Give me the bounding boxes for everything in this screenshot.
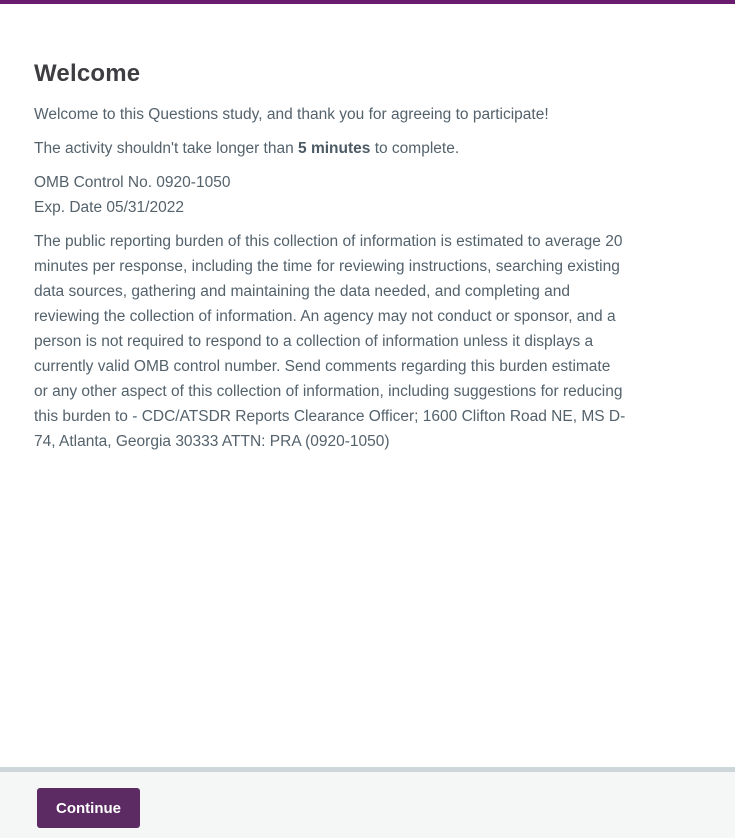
footer-bar xyxy=(0,772,735,838)
page-title: Welcome xyxy=(34,60,141,87)
duration-bold-text: 5 minutes xyxy=(298,140,371,157)
duration-text-suffix: to complete. xyxy=(370,140,460,157)
omb-exp-line: Exp. Date 05/31/2022 xyxy=(34,199,184,216)
duration-text-prefix: The activity shouldn't take longer than xyxy=(34,140,299,157)
intro-paragraph: Welcome to this Questions study, and thank you for agreeing to participate! xyxy=(34,106,549,123)
survey-footer xyxy=(0,767,735,838)
duration-paragraph xyxy=(34,136,626,161)
continue-button[interactable]: Continue xyxy=(37,788,140,828)
survey-content xyxy=(34,4,626,463)
burden-paragraph: The public reporting burden of this collection of information is estimated to average 20 minutes per response, including the time for reviewing instructions, searching existing data sources, gathering and maintaining the data needed, and completing and reviewing the collection of information. An agency may not conduct or sponsor, and a person is not required to respond to a collection of information unless it displays a currently valid OMB control number. Send comments regarding this burden estimate or any other aspect of this collection of information, including suggestions for reducing this burden to - CDC/ATSDR Reports Clearance Officer; 1600 Clifton Road NE, MS D-74, Atlanta, Georgia 30333 ATTN: PRA (0920-1050) xyxy=(34,233,626,450)
omb-paragraph xyxy=(34,170,626,220)
omb-control-line: OMB Control No. 0920-1050 xyxy=(34,174,231,191)
